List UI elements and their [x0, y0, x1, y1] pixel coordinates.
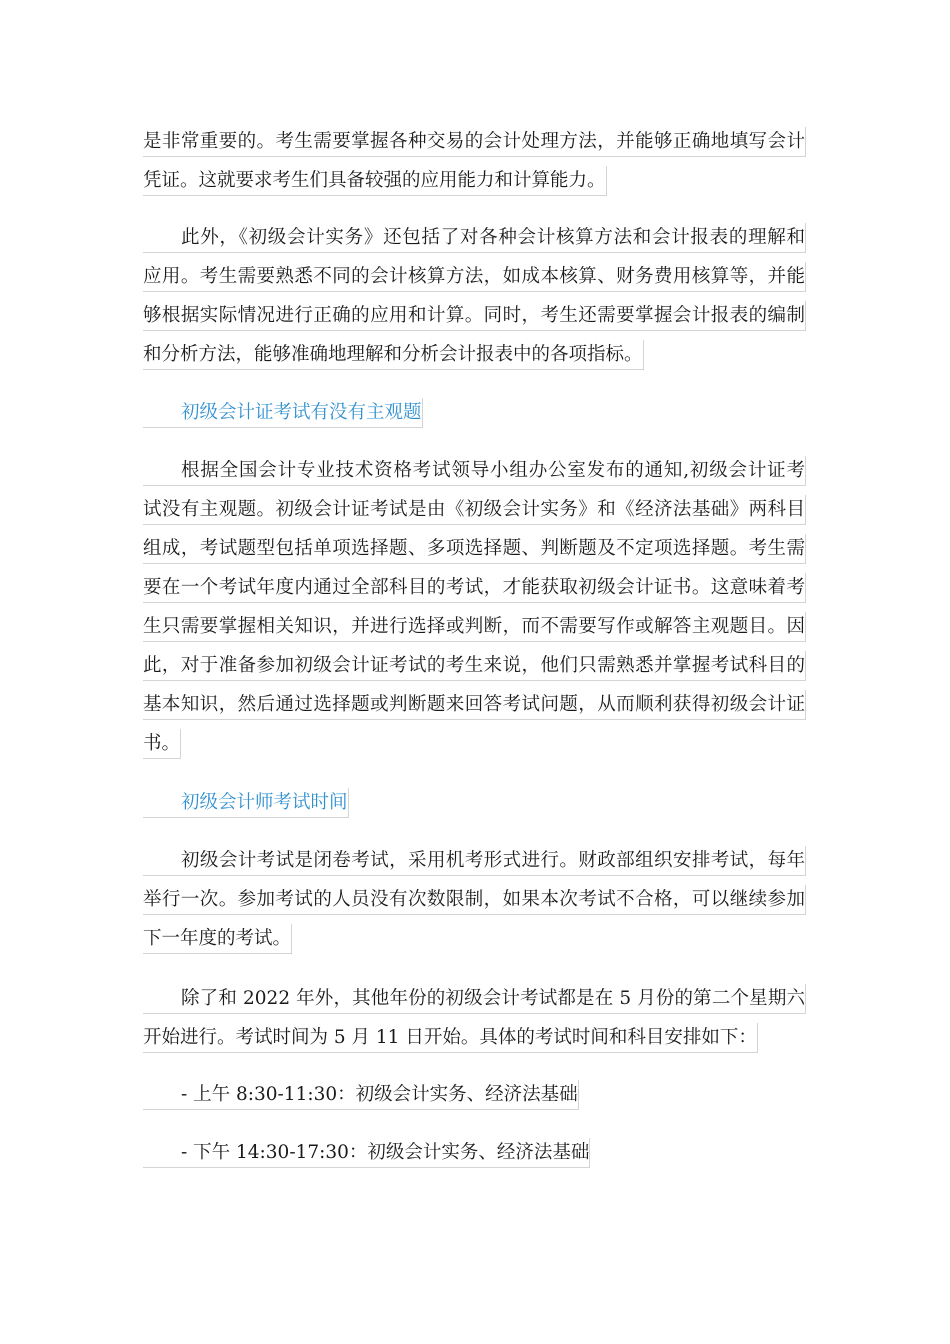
- paragraph-line: 凭证。这就要求考生们具备较强的应用能力和计算能力。: [143, 166, 607, 196]
- paragraph-line: 此，对于准备参加初级会计证考试的考生来说，他们只需熟悉并掌握考试科目的: [143, 651, 806, 681]
- paragraph-line: 要在一个考试年度内通过全部科目的考试，才能获取初级会计证书。这意味着考: [143, 573, 806, 603]
- paragraph-line: 是非常重要的。考生需要掌握各种交易的会计处理方法，并能够正确地填写会计: [143, 127, 806, 157]
- paragraph-line: 举行一次。参加考试的人员没有次数限制，如果本次考试不合格，可以继续参加: [143, 885, 806, 915]
- paragraph-line: 开始进行。考试时间为 5 月 11 日开始。具体的考试时间和科目安排如下：: [143, 1023, 758, 1053]
- paragraph-line: 生只需要掌握相关知识，并进行选择或判断，而不需要写作或解答主观题目。因: [143, 612, 806, 642]
- paragraph-line: 和分析方法，能够准确地理解和分析会计报表中的各项指标。: [143, 340, 644, 370]
- section-heading: 初级会计师考试时间: [143, 788, 349, 818]
- paragraph-line: 除了和 2022 年外，其他年份的初级会计考试都是在 5 月份的第二个星期六: [143, 984, 806, 1014]
- paragraph-line: 基本知识，然后通过选择题或判断题来回答考试问题，从而顺利获得初级会计证: [143, 690, 806, 720]
- paragraph-line: 够根据实际情况进行正确的应用和计算。同时，考生还需要掌握会计报表的编制: [143, 301, 806, 331]
- paragraph-line: 组成，考试题型包括单项选择题、多项选择题、判断题及不定项选择题。考生需: [143, 534, 806, 564]
- section-heading: 初级会计证考试有没有主观题: [143, 398, 423, 428]
- paragraph-line: 下一年度的考试。: [143, 924, 292, 954]
- paragraph-line: 试没有主观题。初级会计证考试是由《初级会计实务》和《经济法基础》两科目: [143, 495, 806, 525]
- paragraph-line: 此外，《初级会计实务》还包括了对各种会计核算方法和会计报表的理解和: [143, 223, 806, 253]
- paragraph-line: 书。: [143, 729, 181, 759]
- paragraph-line: 初级会计考试是闭卷考试，采用机考形式进行。财政部组织安排考试，每年: [143, 846, 806, 876]
- list-item: - 上午 8:30-11:30：初级会计实务、经济法基础: [143, 1080, 579, 1110]
- paragraph-line: 根据全国会计专业技术资格考试领导小组办公室发布的通知,初级会计证考: [143, 456, 806, 486]
- paragraph-line: 应用。考生需要熟悉不同的会计核算方法，如成本核算、财务费用核算等，并能: [143, 262, 806, 292]
- list-item: - 下午 14:30-17:30：初级会计实务、经济法基础: [143, 1138, 590, 1168]
